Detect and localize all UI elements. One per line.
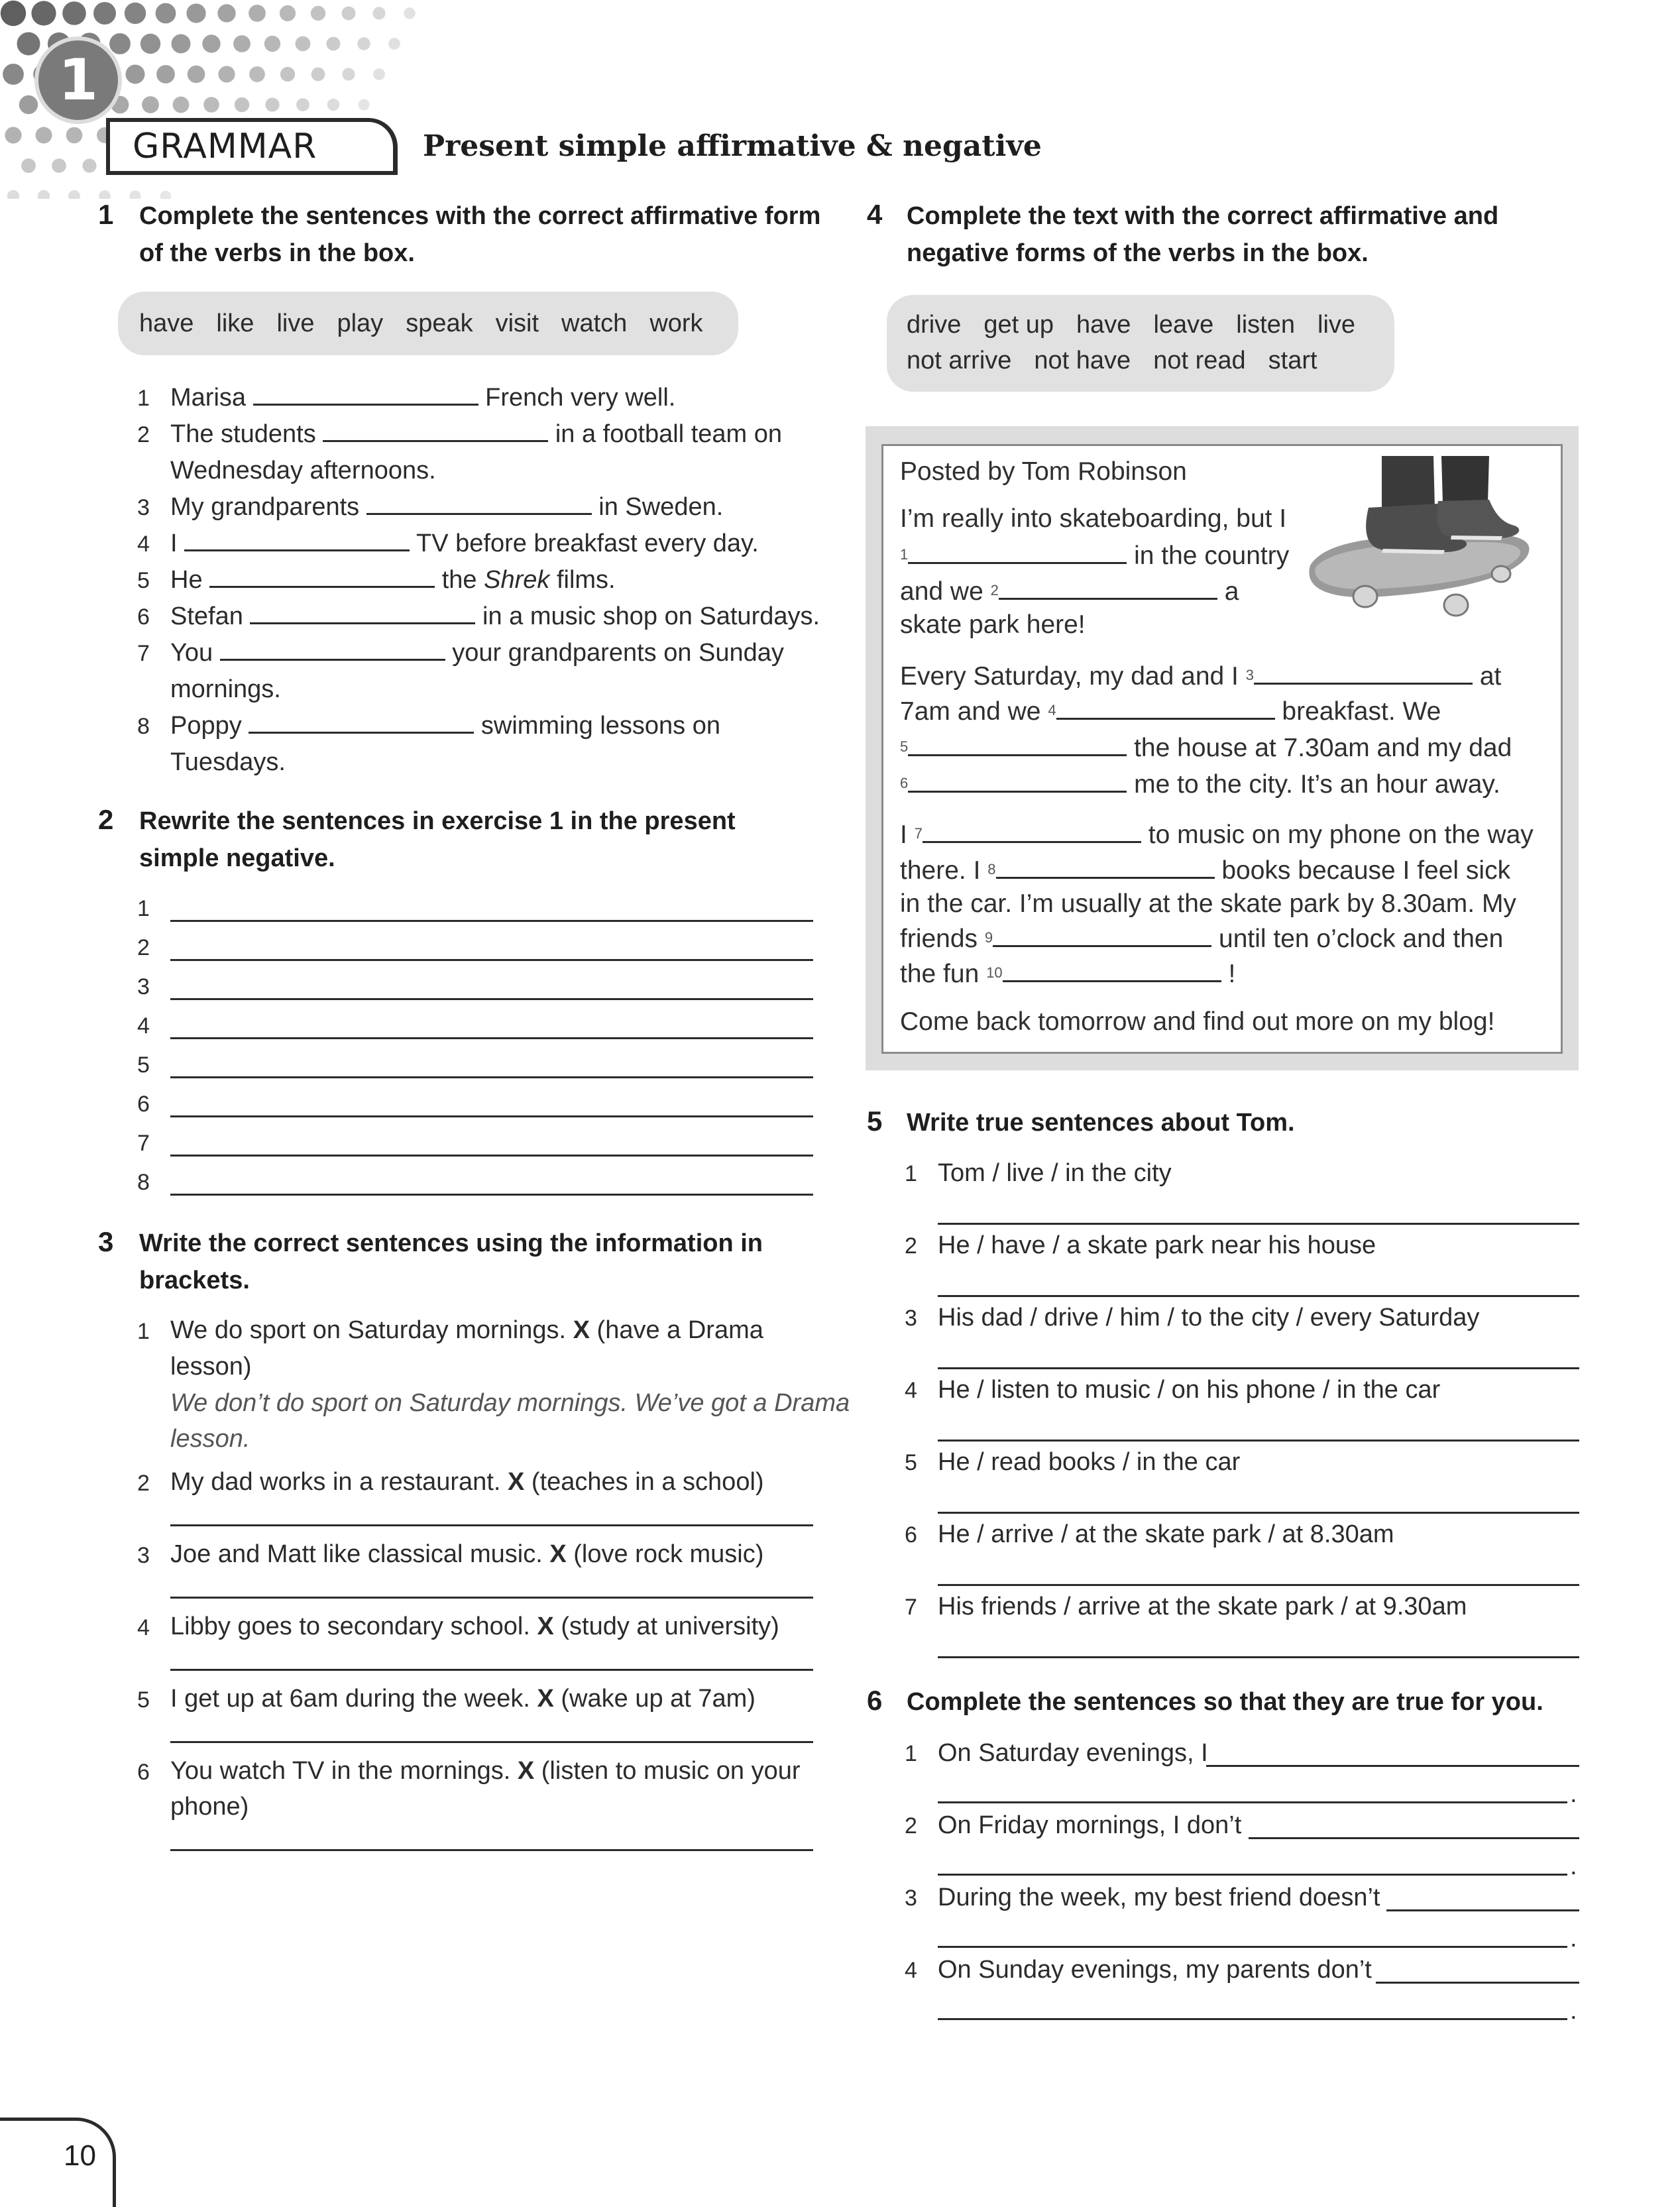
exercise-instruction: Write the correct sentences using the information in bbox=[139, 1229, 763, 1257]
answer-line[interactable] bbox=[938, 1223, 1579, 1225]
decorative-dot bbox=[265, 97, 279, 111]
sentence: Marisa French very well. bbox=[170, 384, 676, 412]
item-number: 5 bbox=[905, 1450, 917, 1475]
unit-number-badge: 1 bbox=[34, 36, 122, 124]
prompt: He / arrive / at the skate park / at 8.30am bbox=[938, 1520, 1394, 1548]
blog-text: Come back tomorrow and find out more on my blog! bbox=[900, 1007, 1495, 1036]
blog-text: friends $^9$ until ten o’clock and then bbox=[900, 925, 1504, 953]
answer-line[interactable] bbox=[1386, 1909, 1579, 1911]
answer-gap[interactable] bbox=[993, 925, 1211, 947]
word-box-item: not have bbox=[1034, 347, 1131, 374]
answer-line[interactable] bbox=[938, 1874, 1567, 1876]
answer-gap[interactable] bbox=[1003, 960, 1221, 982]
decorative-dot bbox=[373, 68, 385, 80]
blog-text: $^1$ in the country bbox=[900, 541, 1290, 570]
decorative-dot bbox=[156, 3, 176, 24]
sentence: My grandparents in Sweden. bbox=[170, 493, 724, 521]
sentence: I get up at 6am during the week. X (wake up at 7am) bbox=[170, 1685, 756, 1713]
section-tab: GRAMMAR bbox=[106, 118, 398, 175]
decorative-dot bbox=[311, 6, 325, 21]
answer-gap[interactable] bbox=[908, 542, 1127, 564]
line-number: 4 bbox=[137, 1013, 150, 1039]
answer-gap[interactable] bbox=[220, 639, 445, 661]
decorative-dot bbox=[93, 2, 116, 25]
prompt: He / listen to music / on his phone / in the car bbox=[938, 1376, 1441, 1404]
decorative-dot bbox=[31, 1, 56, 25]
decorative-dot bbox=[125, 3, 146, 24]
decorative-dot bbox=[1, 1, 26, 26]
line-number: 2 bbox=[137, 935, 150, 960]
exercise-instruction: negative forms of the verbs in the box. bbox=[907, 239, 1369, 267]
item-number: 6 bbox=[905, 1522, 917, 1548]
sentence: Poppy swimming lessons on bbox=[170, 712, 721, 740]
decorative-dot bbox=[126, 65, 145, 84]
line-number: 5 bbox=[137, 1052, 150, 1078]
decorative-dot bbox=[218, 66, 235, 82]
item-number: 1 bbox=[137, 386, 150, 411]
exercise-instruction: Complete the sentences with the correct affirmative form bbox=[139, 202, 821, 230]
sentence: I TV before breakfast every day. bbox=[170, 530, 759, 557]
word-box-item: watch bbox=[561, 310, 628, 337]
item-number: 6 bbox=[137, 1760, 150, 1785]
decorative-dot bbox=[264, 36, 280, 52]
sentence: The students in a football team on bbox=[170, 420, 783, 448]
decorative-dot bbox=[140, 34, 160, 54]
item-number: 2 bbox=[137, 1471, 150, 1496]
answer-line[interactable] bbox=[938, 1367, 1579, 1369]
word-box-item: live bbox=[1317, 311, 1356, 339]
decorative-dot bbox=[388, 38, 400, 50]
prompt: His dad / drive / him / to the city / every Saturday bbox=[938, 1304, 1480, 1331]
decorative-dot bbox=[203, 97, 219, 113]
full-stop: . bbox=[1570, 1925, 1577, 1952]
item-number: 5 bbox=[137, 1687, 150, 1713]
decorative-dot bbox=[82, 158, 96, 172]
prompt: He / have / a skate park near his house bbox=[938, 1231, 1376, 1259]
answer-line[interactable] bbox=[1206, 1765, 1579, 1767]
exercise-instruction: Complete the text with the correct affirmative and bbox=[907, 202, 1499, 230]
answer-gap[interactable] bbox=[996, 857, 1215, 879]
decorative-dot bbox=[66, 127, 83, 144]
item-number: 8 bbox=[137, 714, 150, 739]
answer-line[interactable] bbox=[170, 920, 813, 922]
exercise-number: 1 bbox=[98, 199, 114, 230]
answer-gap[interactable] bbox=[1254, 663, 1473, 685]
blog-text: skate park here! bbox=[900, 610, 1086, 639]
x-mark: X bbox=[537, 1613, 554, 1640]
exercise-instruction: simple negative. bbox=[139, 844, 335, 872]
item-number: 4 bbox=[905, 1378, 917, 1403]
blog-text: there. I $^8$ books because I feel sick bbox=[900, 856, 1511, 885]
decorative-dot bbox=[342, 7, 356, 21]
answer-line[interactable] bbox=[170, 1115, 813, 1117]
full-stop: . bbox=[1570, 1780, 1577, 1808]
answer-gap[interactable] bbox=[366, 493, 592, 515]
blog-text: I’m really into skateboarding, but I bbox=[900, 504, 1287, 533]
decorative-dot bbox=[359, 99, 370, 111]
word-box-item: not read bbox=[1153, 347, 1246, 374]
x-mark: X bbox=[549, 1540, 567, 1568]
decorative-dot bbox=[19, 95, 38, 114]
word-box-item: have bbox=[1076, 311, 1131, 339]
example-answer: lesson. bbox=[170, 1425, 251, 1453]
item-number: 2 bbox=[905, 1813, 917, 1839]
answer-line[interactable] bbox=[938, 1440, 1579, 1442]
answer-gap[interactable] bbox=[249, 712, 474, 734]
word-box-item: start bbox=[1268, 347, 1317, 374]
answer-line[interactable] bbox=[938, 1801, 1567, 1803]
word-box bbox=[887, 295, 1394, 392]
answer-gap[interactable] bbox=[323, 420, 548, 442]
answer-gap[interactable] bbox=[999, 578, 1217, 600]
exercise-number: 6 bbox=[867, 1685, 883, 1716]
skateboard-illustration bbox=[1302, 456, 1536, 625]
exercise-number: 2 bbox=[98, 804, 114, 835]
decorative-dot bbox=[217, 4, 235, 22]
answer-gap[interactable] bbox=[253, 384, 478, 406]
answer-line[interactable] bbox=[938, 1656, 1579, 1658]
decorative-dot bbox=[296, 98, 309, 111]
blog-text: I $^7$ to music on my phone on the way bbox=[900, 821, 1534, 849]
sentence: Libby goes to secondary school. X (study at university) bbox=[170, 1613, 779, 1640]
line-number: 6 bbox=[137, 1092, 150, 1117]
item-number: 4 bbox=[905, 1958, 917, 1983]
exercise-instruction: Complete the sentences so that they are true for you. bbox=[907, 1688, 1543, 1716]
item-number: 3 bbox=[137, 1543, 150, 1568]
answer-line[interactable] bbox=[1249, 1837, 1579, 1839]
decorative-dot bbox=[7, 190, 19, 199]
full-stop: . bbox=[1570, 1852, 1577, 1880]
blog-text: Every Saturday, my dad and I $^3$ at bbox=[900, 662, 1502, 691]
line-number: 1 bbox=[137, 896, 150, 921]
answer-line[interactable] bbox=[938, 1946, 1567, 1948]
item-number: 4 bbox=[137, 1615, 150, 1640]
exercise-number: 5 bbox=[867, 1105, 883, 1137]
decorative-dot bbox=[109, 33, 131, 54]
decorative-dot bbox=[142, 96, 159, 113]
decorative-dot bbox=[62, 1, 86, 25]
decorative-dot bbox=[249, 66, 265, 82]
line-number: 8 bbox=[137, 1170, 150, 1195]
answer-line[interactable] bbox=[170, 1849, 813, 1851]
decorative-dot bbox=[172, 34, 191, 54]
word-box-item: leave bbox=[1153, 311, 1214, 339]
exercise-instruction: brackets. bbox=[139, 1267, 250, 1294]
blog-text: in the car. I’m usually at the skate park by 8.30am. My bbox=[900, 889, 1516, 918]
answer-line[interactable] bbox=[1376, 1982, 1579, 1984]
answer-line[interactable] bbox=[170, 959, 813, 961]
blog-text: 7am and we $^4$ breakfast. We bbox=[900, 697, 1441, 726]
decorative-dot bbox=[342, 68, 355, 80]
decorative-dot bbox=[38, 190, 50, 199]
answer-line[interactable] bbox=[170, 1597, 813, 1599]
sentence-continuation: Tuesdays. bbox=[170, 748, 286, 776]
decorative-dot bbox=[296, 36, 311, 52]
sentence: Stefan in a music shop on Saturdays. bbox=[170, 602, 820, 630]
x-mark: X bbox=[573, 1316, 590, 1344]
item-number: 7 bbox=[137, 641, 150, 666]
decorative-dot bbox=[99, 190, 111, 199]
example-answer: We don’t do sport on Saturday mornings. We’ve got a Drama bbox=[170, 1389, 850, 1417]
item-number: 3 bbox=[905, 1886, 917, 1911]
decorative-dot bbox=[311, 68, 325, 82]
blog-author: Posted by Tom Robinson bbox=[900, 457, 1187, 486]
x-mark: X bbox=[537, 1685, 554, 1713]
line-number: 7 bbox=[137, 1131, 150, 1156]
answer-line[interactable] bbox=[170, 998, 813, 1000]
decorative-dot bbox=[372, 7, 385, 19]
decorative-dot bbox=[173, 97, 190, 113]
sentence: My dad works in a restaurant. X (teaches in a school) bbox=[170, 1468, 764, 1496]
answer-gap[interactable] bbox=[923, 821, 1141, 843]
sentence: He the Shrek films. bbox=[170, 566, 616, 594]
word-box bbox=[118, 292, 738, 355]
answer-line[interactable] bbox=[938, 1512, 1579, 1514]
blog-text: and we $^2$ a bbox=[900, 577, 1239, 606]
item-number: 3 bbox=[905, 1306, 917, 1331]
item-number: 2 bbox=[137, 422, 150, 447]
word-box-item: play bbox=[337, 310, 384, 337]
decorative-dot bbox=[68, 190, 80, 199]
answer-line[interactable] bbox=[938, 2018, 1567, 2020]
line-number: 3 bbox=[137, 974, 150, 999]
word-box-item: drive bbox=[907, 311, 962, 339]
decorative-dot bbox=[186, 3, 205, 23]
word-box-item: speak bbox=[406, 310, 473, 337]
decorative-dot bbox=[235, 97, 249, 112]
decorative-dot bbox=[156, 65, 175, 84]
decorative-dot bbox=[404, 7, 415, 19]
answer-line[interactable] bbox=[170, 1155, 813, 1157]
decorative-dot bbox=[3, 64, 24, 85]
item-number: 7 bbox=[905, 1595, 917, 1620]
decorative-dot bbox=[327, 99, 339, 111]
exercise-number: 4 bbox=[867, 199, 883, 230]
blog-text: $^6$ me to the city. It’s an hour away. bbox=[900, 770, 1500, 799]
word-box-item: not arrive bbox=[907, 347, 1012, 374]
item-number: 2 bbox=[905, 1233, 917, 1259]
decorative-dot bbox=[21, 158, 36, 173]
answer-gap[interactable] bbox=[908, 771, 1127, 793]
answer-gap[interactable] bbox=[209, 566, 435, 588]
word-box-item: like bbox=[216, 310, 254, 337]
word-box-item: work bbox=[649, 310, 703, 337]
answer-line[interactable] bbox=[170, 1194, 813, 1196]
word-box-item: live bbox=[276, 310, 315, 337]
decorative-dot bbox=[357, 37, 370, 50]
answer-line[interactable] bbox=[938, 1584, 1579, 1586]
answer-line[interactable] bbox=[170, 1524, 813, 1526]
decorative-dot bbox=[280, 5, 296, 21]
exercise-number: 3 bbox=[98, 1226, 114, 1257]
exercise-instruction: of the verbs in the box. bbox=[139, 239, 415, 267]
answer-line[interactable] bbox=[170, 1037, 813, 1039]
x-mark: X bbox=[517, 1757, 535, 1785]
decorative-dot bbox=[202, 34, 220, 52]
item-number: 1 bbox=[905, 1161, 917, 1186]
word-box-item: visit bbox=[495, 310, 539, 337]
decorative-dot bbox=[233, 35, 251, 52]
decorative-dot bbox=[327, 37, 341, 51]
full-stop: . bbox=[1570, 1997, 1577, 2025]
sentence-continuation: lesson) bbox=[170, 1353, 252, 1381]
prompt: His friends / arrive at the skate park / at 9.30am bbox=[938, 1593, 1467, 1620]
word-box-item: listen bbox=[1236, 311, 1295, 339]
answer-line[interactable] bbox=[170, 1741, 813, 1743]
decorative-dot bbox=[188, 66, 205, 84]
item-number: 6 bbox=[137, 604, 150, 630]
page-title: Present simple affirmative & negative bbox=[423, 129, 1042, 163]
sentence-continuation: mornings. bbox=[170, 675, 281, 703]
exercise-instruction: Write true sentences about Tom. bbox=[907, 1109, 1295, 1137]
prompt: On Sunday evenings, my parents don’t bbox=[938, 1956, 1372, 1984]
prompt: Tom / live / in the city bbox=[938, 1159, 1172, 1187]
page-number-tab bbox=[0, 2118, 116, 2207]
prompt: On Saturday evenings, I bbox=[938, 1739, 1208, 1767]
decorative-dot bbox=[17, 32, 40, 56]
answer-line[interactable] bbox=[938, 1295, 1579, 1297]
sentence: Joe and Matt like classical music. X (love rock music) bbox=[170, 1540, 764, 1568]
prompt: He / read books / in the car bbox=[938, 1448, 1241, 1476]
prompt: During the week, my best friend doesn’t bbox=[938, 1884, 1380, 1911]
blog-text: $^5$ the house at 7.30am and my dad bbox=[900, 734, 1512, 762]
answer-gap[interactable] bbox=[1056, 698, 1275, 720]
exercise-instruction: Rewrite the sentences in exercise 1 in the present bbox=[139, 807, 736, 835]
word-box-item: get up bbox=[983, 311, 1054, 339]
answer-line[interactable] bbox=[170, 1669, 813, 1671]
item-number: 3 bbox=[137, 495, 150, 520]
blog-text: the fun $^{10}$ ! bbox=[900, 960, 1236, 988]
sentence: We do sport on Saturday mornings. X (have a Drama bbox=[170, 1316, 763, 1344]
item-number: 1 bbox=[137, 1319, 150, 1344]
answer-line[interactable] bbox=[170, 1076, 813, 1078]
decorative-dot bbox=[280, 67, 295, 82]
prompt: On Friday mornings, I don’t bbox=[938, 1811, 1242, 1839]
answer-gap[interactable] bbox=[250, 602, 475, 624]
decorative-dot bbox=[36, 127, 52, 144]
item-number: 1 bbox=[905, 1741, 917, 1766]
x-mark: X bbox=[508, 1468, 525, 1496]
decorative-dot bbox=[5, 127, 21, 143]
sentence: You your grandparents on Sunday bbox=[170, 639, 784, 667]
sentence-continuation: Wednesday afternoons. bbox=[170, 457, 436, 484]
decorative-dot bbox=[249, 5, 266, 22]
sentence: You watch TV in the mornings. X (listen to music on your bbox=[170, 1757, 801, 1785]
item-number: 5 bbox=[137, 568, 150, 593]
word-box-item: have bbox=[139, 310, 194, 337]
item-number: 4 bbox=[137, 532, 150, 557]
sentence-continuation: phone) bbox=[170, 1793, 249, 1821]
answer-gap[interactable] bbox=[184, 530, 410, 551]
decorative-dot bbox=[52, 158, 66, 173]
page-number: 10 bbox=[64, 2139, 96, 2172]
answer-gap[interactable] bbox=[908, 734, 1127, 756]
